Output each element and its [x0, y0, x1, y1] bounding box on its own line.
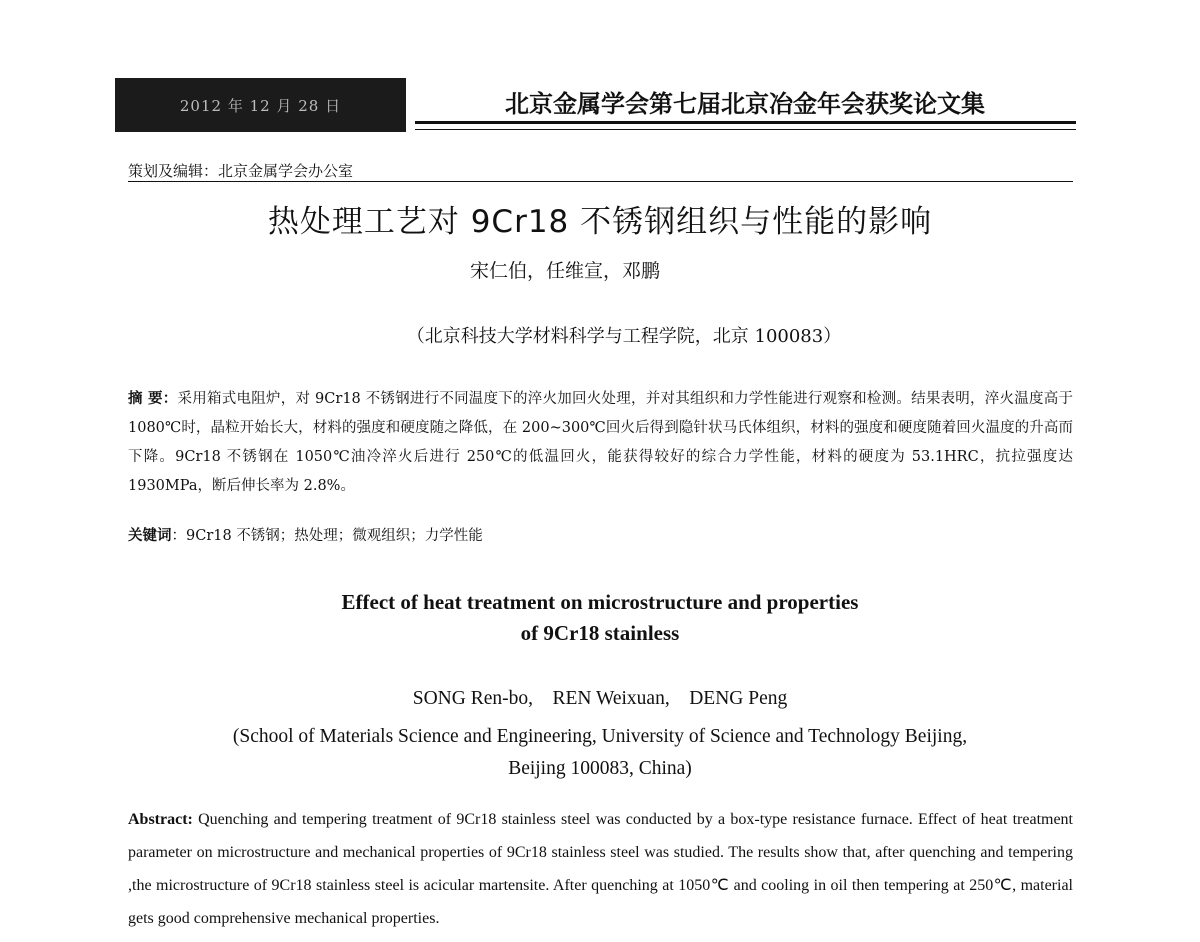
chinese-title: 热处理工艺对 9Cr18 不锈钢组织与性能的影响 — [267, 204, 933, 240]
chinese-keywords-label: 关键词 — [128, 528, 172, 544]
english-abstract — [128, 803, 1073, 935]
english-title — [0, 587, 1200, 649]
english-abstract-label: Abstract: — [128, 811, 193, 828]
chinese-abstract-text: 采用箱式电阻炉，对 9Cr18 不锈钢进行不同温度下的淬火加回火处理，并对其组织和力学性能进行观察和检测。结果表明，淬火温度高于 1080℃时，晶粒开始长大，材料的强度和硬度随之降低，在 200~300℃回火后得到隐针状马氏体组织，材料的强度和硬度随着回火温度的升高而下降。9Cr18 不锈钢在 1050℃油冷淬火后进行 250℃的低温回火，能获得较好的综合力学性能，材料的硬度为 53.1HRC，抗拉强度达 1930MPa，断后伸长率为 2.8%。 — [128, 391, 1073, 494]
english-affiliation-line-2: Beijing 100083, China) — [508, 758, 692, 779]
chinese-authors: 宋仁伯，任维宣，邓鹏 — [469, 260, 660, 282]
english-title-line-1: Effect of heat treatment on microstructure and properties — [341, 590, 859, 614]
editor-credit: 策划及编辑：北京金属学会办公室 — [128, 162, 354, 180]
chinese-affiliation: （北京科技大学材料科学与工程学院，北京 100083） — [406, 326, 842, 347]
publication-date: 2012 年 12 月 28 日 — [179, 96, 342, 115]
english-affiliation — [0, 721, 1200, 785]
chinese-keywords — [128, 522, 1073, 551]
editor-rule — [128, 181, 1073, 182]
header-rule-thick — [415, 121, 1076, 124]
chinese-abstract — [128, 385, 1073, 501]
header-rule-thin — [415, 129, 1076, 130]
english-authors: SONG Ren-bo, REN Weixuan, DENG Peng — [412, 688, 788, 709]
english-abstract-text: Quenching and tempering treatment of 9Cr18 stainless steel was conducted by a box-type resistance furnace. Effect of heat treatment parameter on microstructure and mechanical properties of 9Cr18 stainless steel was studied. The results show that, after quenching and tempering ,the microstructure of 9Cr18 stainless steel is acicular martensite. After quenching at 1050℃ and cooling in oil then tempering at 250℃, material gets good comprehensive mechanical properties. — [128, 811, 1073, 927]
chinese-keywords-text: ：9Cr18 不锈钢；热处理；微观组织；力学性能 — [171, 528, 483, 544]
journal-title: 北京金属学会第七届北京冶金年会获奖论文集 — [505, 89, 985, 118]
chinese-abstract-label: 摘 要： — [128, 391, 178, 407]
english-affiliation-line-1: (School of Materials Science and Engineering, University of Science and Technology Beijing, — [232, 726, 968, 747]
date-banner — [115, 78, 406, 132]
english-title-line-2: of 9Cr18 stainless — [520, 621, 680, 645]
